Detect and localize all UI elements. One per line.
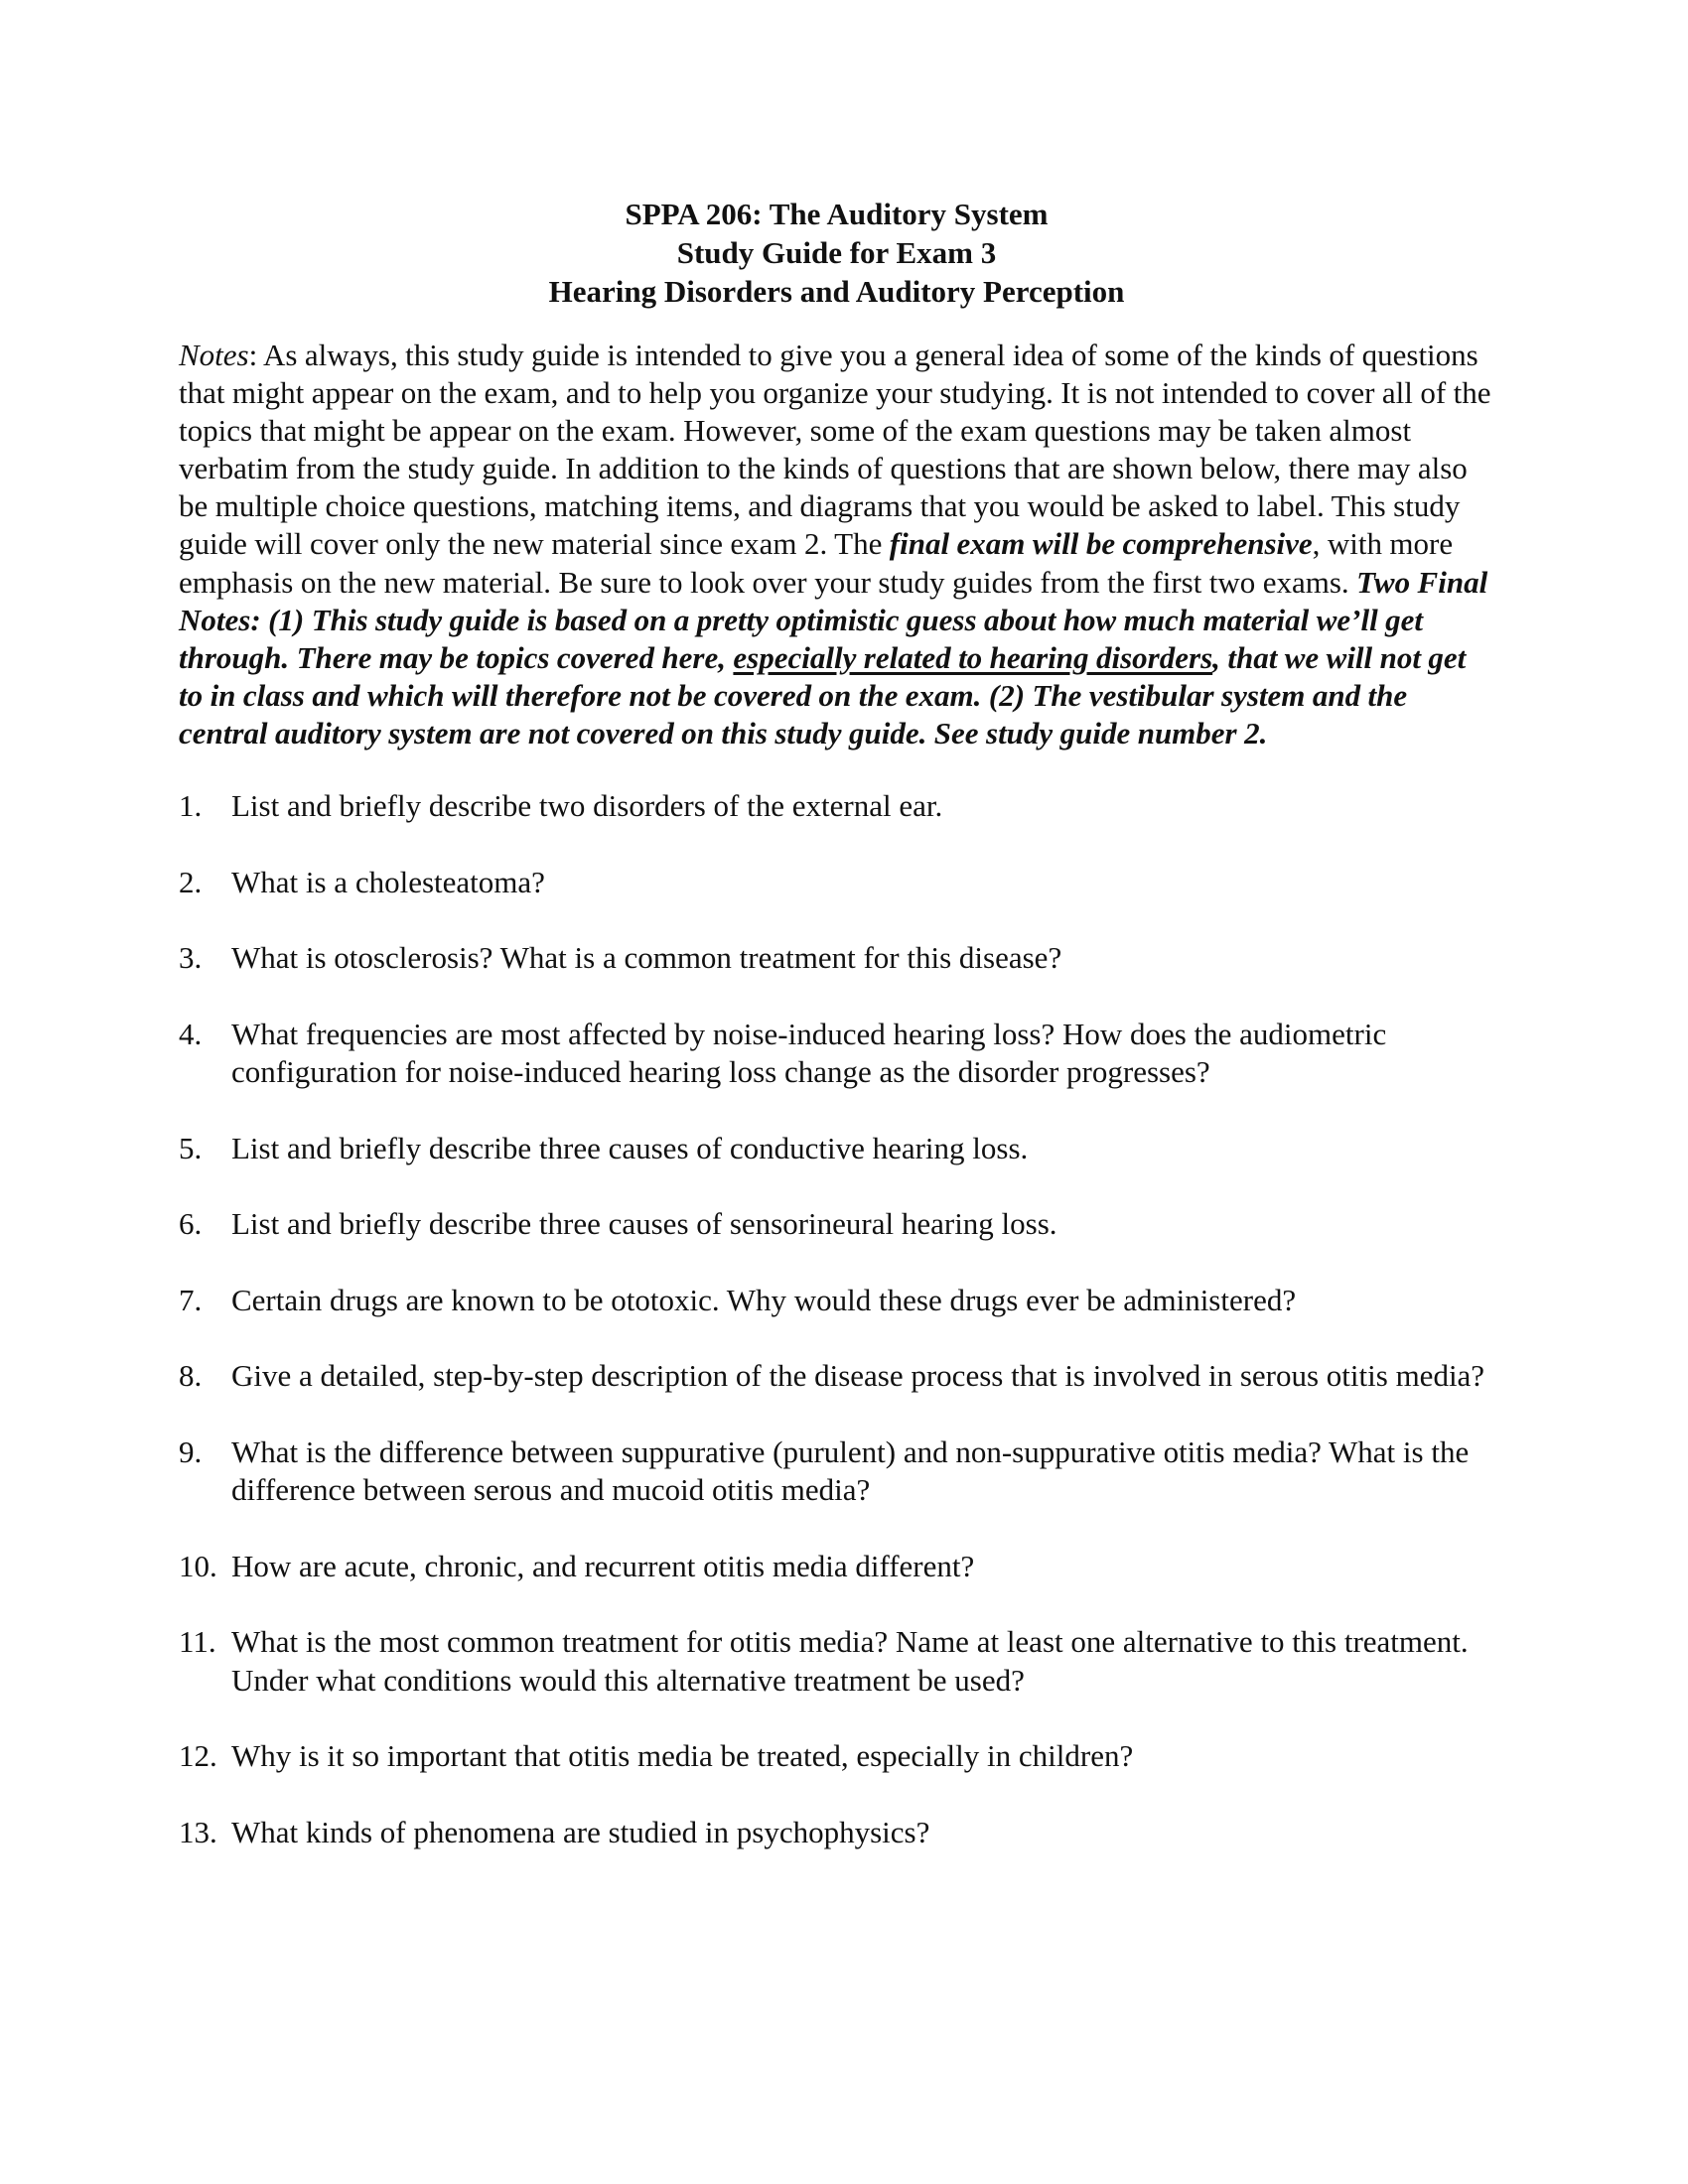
notes-text-2: , with more emphasis on the new material. Be sure to look over your study guides from the first two exams.	[179, 526, 1454, 600]
question-number: 10.	[179, 1548, 217, 1583]
question-text: List and briefly describe three causes of conductive hearing loss.	[231, 1130, 1029, 1165]
question-item	[179, 1205, 1494, 1244]
course-title: SPPA 206: The Auditory System	[625, 197, 1049, 231]
document-header	[179, 195, 1494, 311]
notes-final-notes-end: , that we will not get to in class and which will therefore not be covered on the exam. (2) The vestibular system and the central auditory system are not covered on this study guide. See study guide number 2.	[179, 639, 1467, 751]
question-text: List and briefly describe three causes of sensorineural hearing loss.	[231, 1206, 1057, 1242]
question-number: 8.	[179, 1358, 203, 1394]
question-text: What is the difference between suppurative (purulent) and non-suppurative otitis media? What is the difference between serous and mucoid otitis media?	[231, 1433, 1470, 1508]
question-text: Give a detailed, step-by-step description of the disease process that is involved in serous otitis media?	[231, 1358, 1485, 1394]
notes-paragraph	[179, 337, 1494, 752]
question-number: 2.	[179, 864, 203, 899]
question-item	[179, 1357, 1494, 1396]
notes-label: Notes	[179, 338, 249, 372]
question-text: Why is it so important that otitis media be treated, especially in children?	[231, 1738, 1134, 1774]
question-number: 9.	[179, 1433, 203, 1469]
guide-title: Study Guide for Exam 3	[676, 235, 997, 270]
document-page	[179, 195, 1494, 1889]
question-text: How are acute, chronic, and recurrent otitis media different?	[231, 1548, 975, 1583]
question-list	[179, 787, 1494, 1851]
question-number: 11.	[179, 1624, 216, 1660]
question-number: 4.	[179, 1016, 203, 1051]
question-item	[179, 1016, 1494, 1092]
question-number: 13.	[179, 1814, 217, 1849]
question-item	[179, 1548, 1494, 1586]
question-number: 3.	[179, 940, 203, 976]
question-text: List and briefly describe two disorders of the external ear.	[231, 788, 943, 824]
question-number: 12.	[179, 1738, 217, 1774]
question-text: Certain drugs are known to be ototoxic. Why would these drugs ever be administered?	[231, 1282, 1297, 1317]
notes-final-notes: Two Final Notes: (1) This study guide is based on a pretty optimistic guess about how much material we’ll get through. There may be topics covered here,	[179, 564, 1488, 675]
question-item	[179, 1433, 1494, 1510]
question-item	[179, 1814, 1494, 1852]
notes-underlined-hearing-disorders: especially related to hearing disorders	[733, 639, 1213, 675]
question-number: 5.	[179, 1130, 203, 1165]
notes-text-1: : As always, this study guide is intended to give you a general idea of some of the kinds of questions that might appear on the exam, and to help you organize your studying. It is not intended to cover all of the topics that might be appear on the exam. However, some of the exam questions may be taken almost verbatim from the study guide. In addition to the kinds of questions that are shown below, there may also be multiple choice questions, matching items, and diagrams that you would be asked to label. This study guide will cover only the new material since exam 2. The	[179, 338, 1491, 562]
question-item	[179, 1623, 1494, 1700]
question-item	[179, 939, 1494, 978]
question-item	[179, 787, 1494, 826]
question-item	[179, 864, 1494, 902]
question-item	[179, 1130, 1494, 1168]
guide-subtitle: Hearing Disorders and Auditory Perception	[548, 274, 1125, 309]
question-number: 7.	[179, 1282, 203, 1317]
question-item	[179, 1282, 1494, 1320]
question-text: What is a cholesteatoma?	[231, 864, 545, 899]
notes-emphasis-final-exam: final exam will be comprehensive	[889, 526, 1313, 562]
question-text: What frequencies are most affected by noise-induced hearing loss? How does the audiometric configuration for noise-induced hearing loss change as the disorder progresses?	[231, 1016, 1387, 1090]
question-text: What kinds of phenomena are studied in psychophysics?	[231, 1814, 930, 1849]
question-number: 1.	[179, 788, 203, 824]
question-number: 6.	[179, 1206, 203, 1242]
question-item	[179, 1737, 1494, 1776]
question-text: What is the most common treatment for otitis media? Name at least one alternative to this treatment. Under what conditions would this alternative treatment be used?	[231, 1624, 1469, 1698]
question-text: What is otosclerosis? What is a common treatment for this disease?	[231, 940, 1062, 976]
